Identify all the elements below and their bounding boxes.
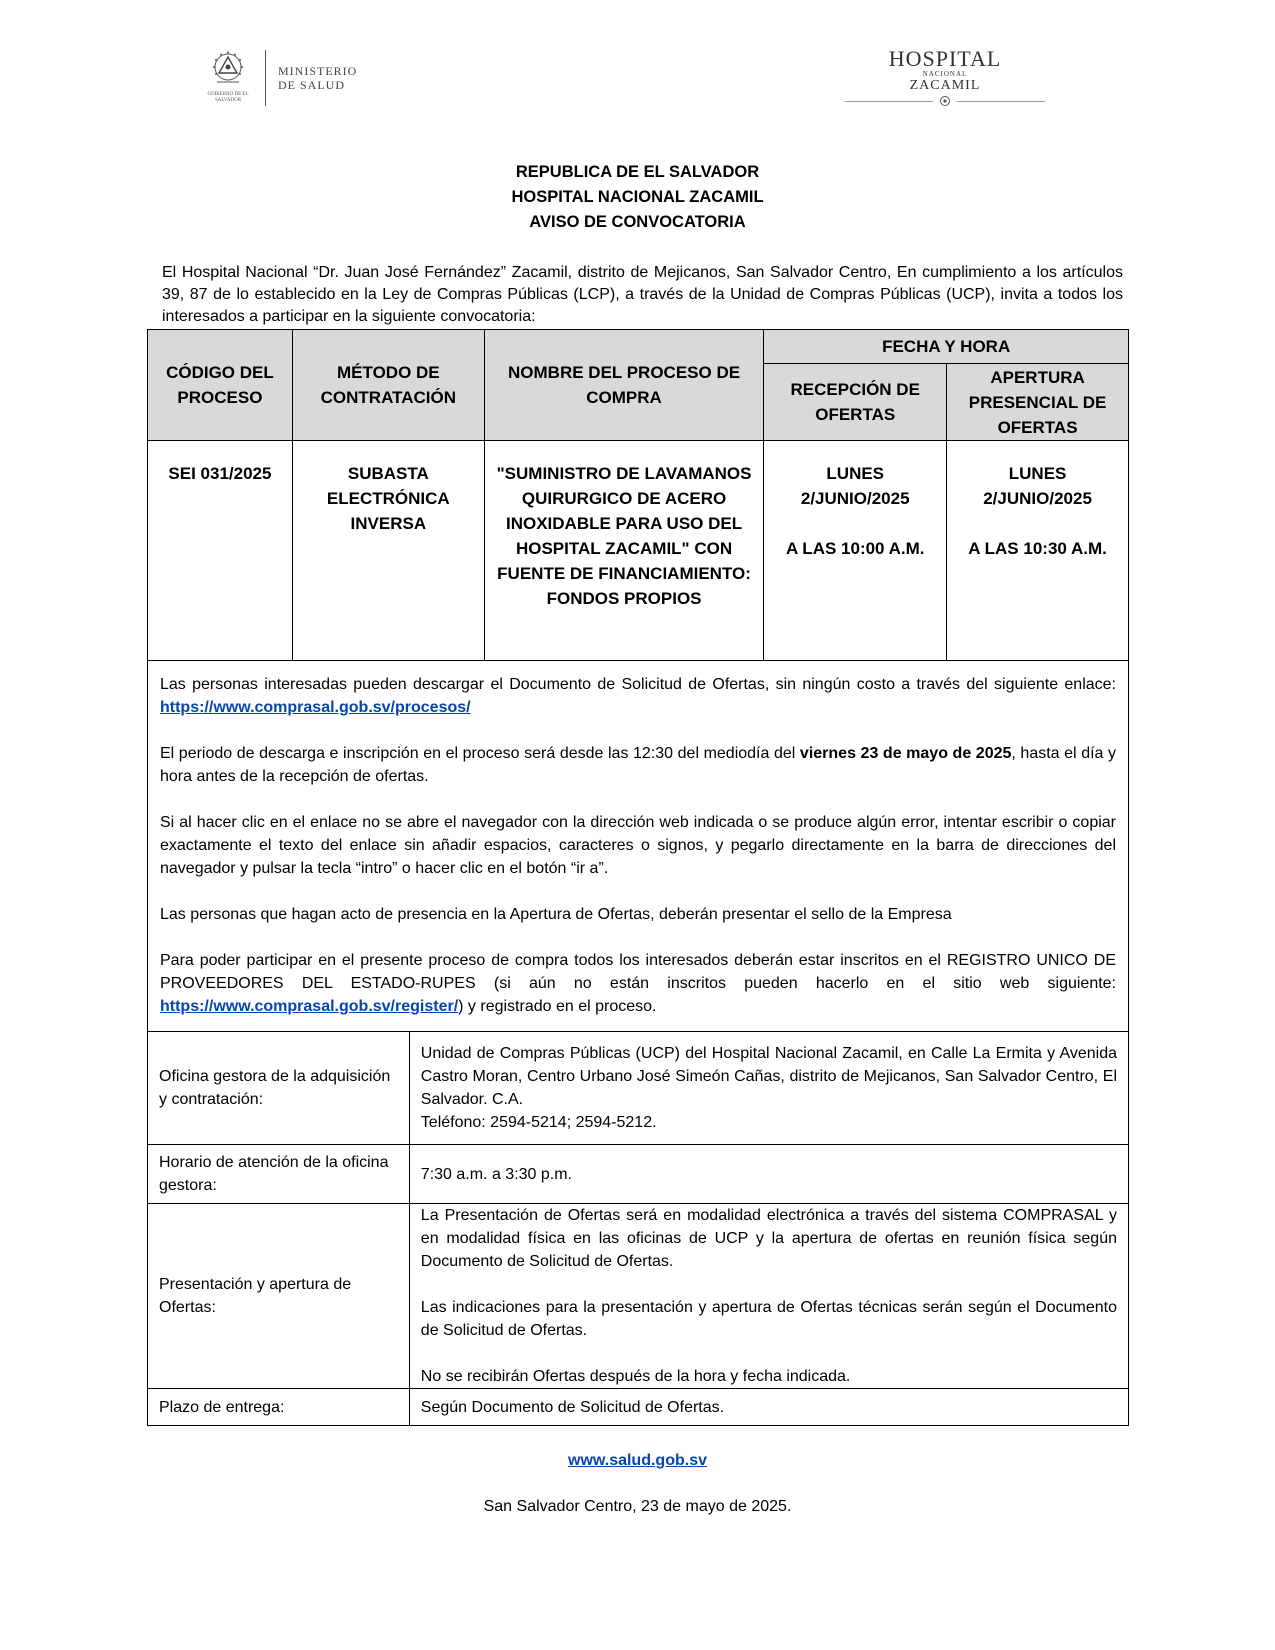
ministry-name (278, 64, 357, 92)
header-codigo: CÓDIGO DEL PROCESO (148, 330, 293, 441)
table-row (148, 1145, 1129, 1204)
recepcion-hora: A LAS 10:00 A.M. (785, 539, 925, 558)
download-start-date: viernes 23 de mayo de 2025 (799, 745, 1012, 762)
intro-paragraph: El Hospital Nacional “Dr. Juan José Fernández” Zacamil, distrito de Mejicanos, San Salvador Centro, En cumplimiento a los artículos 39, 87 de lo establecido en la Ley de Compras Públicas (LCP), a través de la Unidad de Compras Públicas (UCP), invita a todos los interesados a participar en la siguiente convocatoria: (162, 264, 1123, 325)
detail-value-plazo: Según Documento de Solicitud de Ofertas. (409, 1389, 1128, 1426)
detail-label-presentacion: Presentación y apertura de Ofertas: (148, 1204, 410, 1389)
ministry-line-2: DE SALUD (278, 78, 345, 92)
header-apertura: APERTURA PRESENCIAL DE OFERTAS (947, 364, 1129, 441)
detail-value-horario: 7:30 a.m. a 3:30 p.m. (409, 1145, 1128, 1204)
hospital-logo-rule (845, 95, 1045, 107)
seal-caption: GOBIERNO DE EL SALVADOR (207, 92, 249, 103)
title-line-2: HOSPITAL NACIONAL ZACAMIL (511, 188, 764, 206)
detail-label-plazo: Plazo de entrega: (148, 1389, 410, 1426)
document-title (0, 160, 1275, 235)
coat-of-arms-icon (205, 50, 251, 106)
ministry-line-1: MINISTERIO (278, 64, 358, 78)
info-paragraph-4: Las personas que hagan acto de presencia en la Apertura de Ofertas, deberán presentar el sello de la Empresa (160, 906, 952, 923)
info-paragraph-3: Si al hacer clic en el enlace no se abre el navegador con la dirección web indicada o se produce algún error, intentar escribir o copiar exactamente el texto del enlace sin añadir espacios, caracteres o signos, y pegarlo directamente en la barra de direcciones del navegador y pulsar la tecla “intro” o hacer clic en el botón “ir a”. (160, 814, 1116, 877)
header-nombre: NOMBRE DEL PROCESO DE COMPRA (484, 330, 764, 441)
detail-label-oficina: Oficina gestora de la adquisición y contratación: (148, 1032, 410, 1145)
cell-recepcion (764, 441, 947, 661)
recepcion-fecha: LUNES 2/JUNIO/2025 (800, 464, 910, 508)
process-table (147, 329, 1129, 1032)
table-row (148, 441, 1129, 661)
cell-codigo: SEI 031/2025 (148, 441, 293, 661)
cell-apertura (947, 441, 1129, 661)
emblem-icon (939, 95, 951, 107)
apertura-hora: A LAS 10:30 A.M. (968, 539, 1107, 558)
info-paragraph-1: Las personas interesadas pueden descargar el Documento de Solicitud de Ofertas, sin ningún costo a través del siguiente enlace: https://www.comprasal.gob.sv/procesos/ (160, 676, 1116, 716)
detail-value-presentacion: La Presentación de Ofertas será en modalidad electrónica a través del sistema COMPRASAL y en modalidad física en las oficinas de UCP y la apertura de ofertas en reunión física según Documento de Solicitud de Ofertas. Las indicaciones para la presentación y apertura de Ofertas técnicas serán según el Documento de Solicitud de Ofertas. No se recibirán Ofertas después de la hora y fecha indicada. (409, 1204, 1128, 1389)
title-line-3: AVISO DE CONVOCATORIA (529, 213, 746, 231)
detail-value-oficina: Unidad de Compras Públicas (UCP) del Hospital Nacional Zacamil, en Calle La Ermita y Avenida Castro Moran, Centro Urbano José Simeón Cañas, distrito de Mejicanos, San Salvador Centro, El Salvador. C.A. Teléfono: 2594-5214; 2594-5212. (409, 1032, 1128, 1145)
header-metodo: MÉTODO DE CONTRATACIÓN (292, 330, 484, 441)
title-line-1: REPUBLICA DE EL SALVADOR (515, 163, 760, 181)
info-paragraph-2: El periodo de descarga e inscripción en el proceso será desde las 12:30 del mediodía del viernes 23 de mayo de 2025, hasta el día y hora antes de la recepción de ofertas. (160, 745, 1117, 785)
header-fecha-hora: FECHA Y HORA (764, 330, 1129, 364)
table-row (148, 1204, 1129, 1389)
ministry-logo (205, 48, 357, 108)
info-paragraph-5: Para poder participar en el presente proceso de compra todos los interesados deberán estar inscritos en el REGISTRO UNICO DE PROVEEDORES DEL ESTADO-RUPES (si aún no están inscritos pueden hacerlo en el sitio web siguiente: https://www.comprasal.gob.sv/register/) y registrado en el proceso. (160, 952, 1116, 1015)
salud-website-link[interactable]: www.salud.gob.sv (568, 1452, 707, 1469)
footer-link-wrap (0, 1452, 1275, 1470)
table-row (148, 1032, 1129, 1145)
table-row (148, 1389, 1129, 1426)
register-link[interactable]: https://www.comprasal.gob.sv/register/ (160, 998, 459, 1015)
cell-metodo: SUBASTA ELECTRÓNICA INVERSA (292, 441, 484, 661)
header-recepcion: RECEPCIÓN DE OFERTAS (764, 364, 947, 441)
hospital-logo-line-1: HOSPITAL (888, 46, 1002, 71)
apertura-fecha: LUNES 2/JUNIO/2025 (983, 464, 1092, 508)
hospital-logo (845, 48, 1045, 107)
hospital-logo-line-2: NACIONAL (922, 70, 968, 78)
procesos-link[interactable]: https://www.comprasal.gob.sv/procesos/ (160, 699, 471, 716)
info-block (148, 661, 1129, 1032)
detail-label-horario: Horario de atención de la oficina gestora: (148, 1145, 410, 1204)
logo-divider (265, 50, 266, 106)
place-and-date: San Salvador Centro, 23 de mayo de 2025. (483, 1498, 792, 1515)
hospital-logo-line-3: ZACAMIL (909, 78, 981, 93)
cell-nombre: "SUMINISTRO DE LAVAMANOS QUIRURGICO DE ACERO INOXIDABLE PARA USO DEL HOSPITAL ZACAMIL" CON FUENTE DE FINANCIAMIENTO: FONDOS PROPIOS (484, 441, 764, 661)
details-table (147, 1031, 1129, 1426)
